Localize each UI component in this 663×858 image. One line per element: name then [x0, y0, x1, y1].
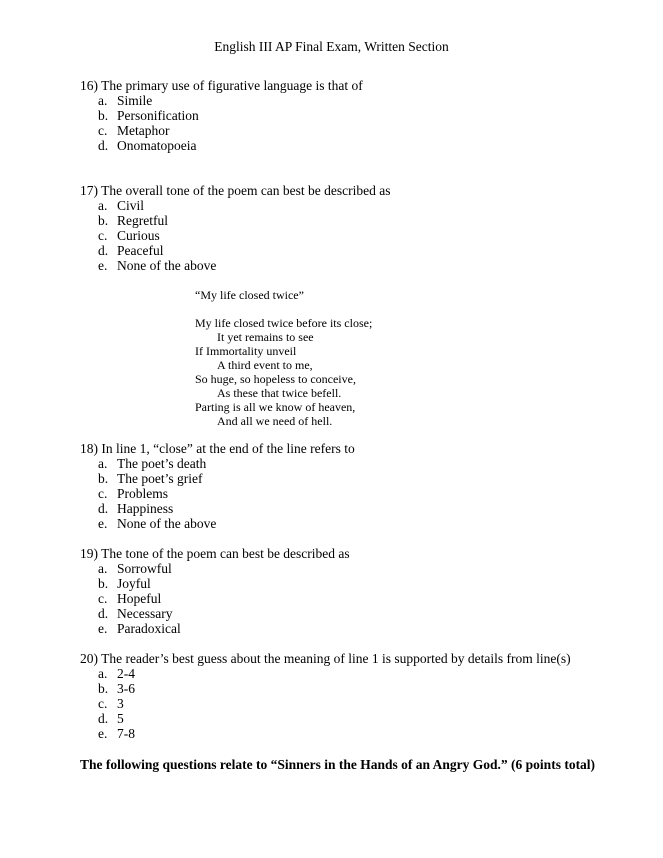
option-letter: a.	[98, 666, 108, 681]
option-letter: b.	[98, 213, 109, 228]
option-b[interactable]	[80, 576, 350, 591]
question-19	[80, 546, 350, 636]
option-c[interactable]	[80, 123, 363, 138]
poem-line: So huge, so hopeless to conceive,	[195, 372, 356, 386]
answer-options	[80, 666, 571, 741]
answer-options	[80, 198, 391, 273]
option-e[interactable]	[80, 516, 355, 531]
option-text: Hopeful	[117, 591, 162, 606]
option-letter: e.	[98, 726, 108, 741]
question-18	[80, 441, 355, 531]
option-letter: b.	[98, 108, 109, 123]
option-letter: d.	[98, 501, 109, 516]
option-d[interactable]	[80, 243, 391, 258]
option-letter: c.	[98, 486, 108, 501]
poem-line: And all we need of hell.	[217, 414, 333, 428]
option-b[interactable]	[80, 471, 355, 486]
option-a[interactable]	[80, 456, 355, 471]
option-letter: b.	[98, 471, 109, 486]
answer-options	[80, 456, 355, 531]
answer-options	[80, 561, 350, 636]
section-instruction: The following questions relate to “Sinners in the Hands of an Angry God.” (6 points total)	[80, 757, 596, 772]
option-c[interactable]	[80, 696, 571, 711]
option-text: Necessary	[117, 606, 173, 621]
option-a[interactable]	[80, 666, 571, 681]
option-text: Peaceful	[117, 243, 164, 258]
option-text: Simile	[117, 93, 153, 108]
option-letter: e.	[98, 621, 108, 636]
option-b[interactable]	[80, 213, 391, 228]
poem-line: My life closed twice before its close;	[195, 316, 373, 330]
option-c[interactable]	[80, 228, 391, 243]
option-letter: a.	[98, 93, 108, 108]
option-text: Onomatopoeia	[117, 138, 197, 153]
option-e[interactable]	[80, 621, 350, 636]
question-17	[80, 183, 391, 273]
option-letter: c.	[98, 228, 108, 243]
question-stem: 19) The tone of the poem can best be described as	[80, 546, 350, 561]
option-c[interactable]	[80, 591, 350, 606]
option-letter: b.	[98, 681, 109, 696]
option-d[interactable]	[80, 138, 363, 153]
option-text: Happiness	[117, 501, 174, 516]
option-text: 5	[117, 711, 124, 726]
option-letter: d.	[98, 243, 109, 258]
option-a[interactable]	[80, 561, 350, 576]
option-d[interactable]	[80, 711, 571, 726]
option-text: 7-8	[117, 726, 135, 741]
question-16	[80, 78, 363, 153]
poem-line: It yet remains to see	[217, 330, 314, 344]
poem-title: “My life closed twice”	[195, 288, 304, 302]
option-letter: d.	[98, 711, 109, 726]
option-text: None of the above	[117, 516, 217, 531]
answer-options	[80, 93, 363, 153]
option-text: 3	[117, 696, 124, 711]
option-letter: a.	[98, 456, 108, 471]
option-d[interactable]	[80, 606, 350, 621]
question-stem: 18) In line 1, “close” at the end of the line refers to	[80, 441, 355, 456]
option-text: Curious	[117, 228, 160, 243]
question-stem: 16) The primary use of figurative language is that of	[80, 78, 363, 93]
option-b[interactable]	[80, 681, 571, 696]
option-text: The poet’s death	[117, 456, 207, 471]
option-text: Sorrowful	[117, 561, 172, 576]
option-letter: d.	[98, 606, 109, 621]
option-text: Paradoxical	[117, 621, 181, 636]
option-b[interactable]	[80, 108, 363, 123]
option-letter: b.	[98, 576, 109, 591]
option-letter: a.	[98, 198, 108, 213]
poem-block	[195, 288, 372, 428]
option-letter: e.	[98, 516, 108, 531]
option-e[interactable]	[80, 258, 391, 273]
page-title: English III AP Final Exam, Written Section	[214, 39, 449, 54]
option-a[interactable]	[80, 198, 391, 213]
poem-line: As these that twice befell.	[217, 386, 342, 400]
option-e[interactable]	[80, 726, 571, 741]
poem-line: Parting is all we know of heaven,	[195, 400, 356, 414]
option-text: Civil	[117, 198, 145, 213]
poem-line: A third event to me,	[217, 358, 313, 372]
option-text: The poet’s grief	[117, 471, 203, 486]
question-stem: 20) The reader’s best guess about the meaning of line 1 is supported by details from line(s)	[80, 651, 571, 666]
question-20	[80, 651, 571, 741]
question-stem: 17) The overall tone of the poem can best be described as	[80, 183, 391, 198]
option-text: Personification	[117, 108, 199, 123]
option-text: Joyful	[117, 576, 151, 591]
option-d[interactable]	[80, 501, 355, 516]
option-text: Problems	[117, 486, 169, 501]
option-text: Metaphor	[117, 123, 170, 138]
option-text: Regretful	[117, 213, 168, 228]
option-letter: c.	[98, 591, 108, 606]
option-c[interactable]	[80, 486, 355, 501]
option-letter: d.	[98, 138, 109, 153]
poem-line: If Immortality unveil	[195, 344, 297, 358]
option-text: None of the above	[117, 258, 217, 273]
option-a[interactable]	[80, 93, 363, 108]
option-text: 3-6	[117, 681, 135, 696]
option-letter: c.	[98, 123, 108, 138]
option-text: 2-4	[117, 666, 135, 681]
option-letter: a.	[98, 561, 108, 576]
option-letter: e.	[98, 258, 108, 273]
option-letter: c.	[98, 696, 108, 711]
